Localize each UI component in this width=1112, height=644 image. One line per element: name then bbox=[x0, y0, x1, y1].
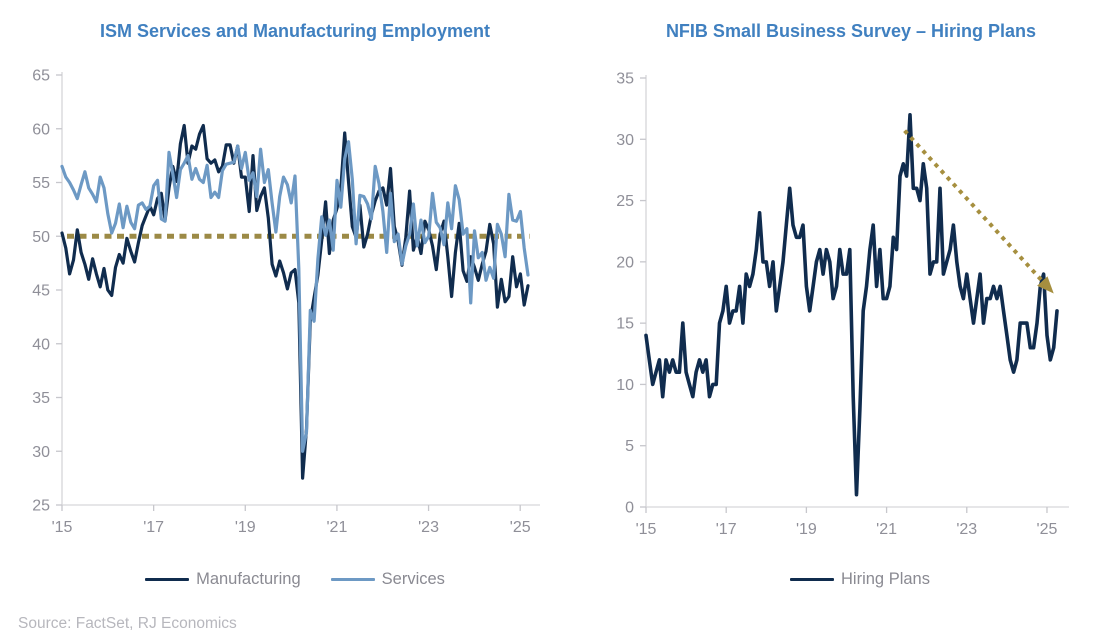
y-tick-label: 45 bbox=[32, 282, 50, 300]
x-tick-label: '15 bbox=[51, 519, 73, 536]
x-tick-label: '17 bbox=[715, 521, 737, 538]
x-tick-label: '23 bbox=[956, 521, 978, 538]
legend-item-manufacturing bbox=[145, 570, 301, 589]
y-tick-label: 65 bbox=[32, 67, 50, 85]
legend-label-manufacturing: Manufacturing bbox=[196, 570, 301, 588]
legend-label-services: Services bbox=[381, 570, 445, 588]
legend-item-services bbox=[331, 570, 445, 589]
y-tick-label: 0 bbox=[625, 499, 634, 517]
series-line-hiring-plans bbox=[646, 115, 1057, 495]
y-tick-label: 5 bbox=[625, 438, 634, 456]
x-tick-label: '21 bbox=[326, 519, 348, 536]
legend-item-hiring-plans bbox=[790, 570, 930, 589]
x-tick-label: '17 bbox=[143, 519, 165, 536]
ism-employment-chart bbox=[0, 55, 565, 545]
x-tick-label: '23 bbox=[418, 519, 439, 536]
services-line-swatch-icon bbox=[331, 578, 375, 582]
y-tick-label: 50 bbox=[32, 228, 50, 246]
manufacturing-line-swatch-icon bbox=[145, 578, 189, 582]
legend-label-hiring-plans: Hiring Plans bbox=[841, 570, 930, 588]
y-tick-label: 40 bbox=[32, 336, 50, 354]
right-chart-legend bbox=[600, 570, 1112, 589]
y-tick-label: 15 bbox=[616, 315, 634, 333]
x-tick-label: '19 bbox=[795, 521, 817, 538]
right-chart-title: NFIB Small Business Survey – Hiring Plans bbox=[665, 21, 1037, 41]
source-note: Source: FactSet, RJ Economics bbox=[18, 615, 237, 632]
x-tick-label: '19 bbox=[234, 519, 256, 536]
left-chart-legend bbox=[30, 570, 560, 589]
y-tick-label: 55 bbox=[32, 175, 50, 192]
nfib-hiring-plans-chart bbox=[585, 55, 1112, 545]
x-tick-label: '21 bbox=[876, 521, 898, 538]
y-tick-label: 60 bbox=[32, 121, 50, 139]
y-tick-label: 10 bbox=[616, 376, 634, 394]
series-line-services bbox=[62, 142, 528, 452]
y-tick-label: 20 bbox=[616, 254, 634, 272]
y-tick-label: 25 bbox=[616, 193, 634, 211]
y-tick-label: 30 bbox=[32, 443, 50, 461]
y-tick-label: 35 bbox=[32, 390, 50, 407]
x-tick-label: '25 bbox=[1036, 521, 1058, 538]
x-tick-label: '15 bbox=[635, 521, 657, 538]
y-tick-label: 35 bbox=[616, 70, 634, 88]
y-tick-label: 25 bbox=[32, 497, 50, 515]
hiring-plans-line-swatch-icon bbox=[790, 578, 834, 582]
y-tick-label: 30 bbox=[616, 131, 634, 149]
x-tick-label: '25 bbox=[509, 519, 531, 536]
left-chart-title: ISM Services and Manufacturing Employment bbox=[99, 21, 491, 41]
